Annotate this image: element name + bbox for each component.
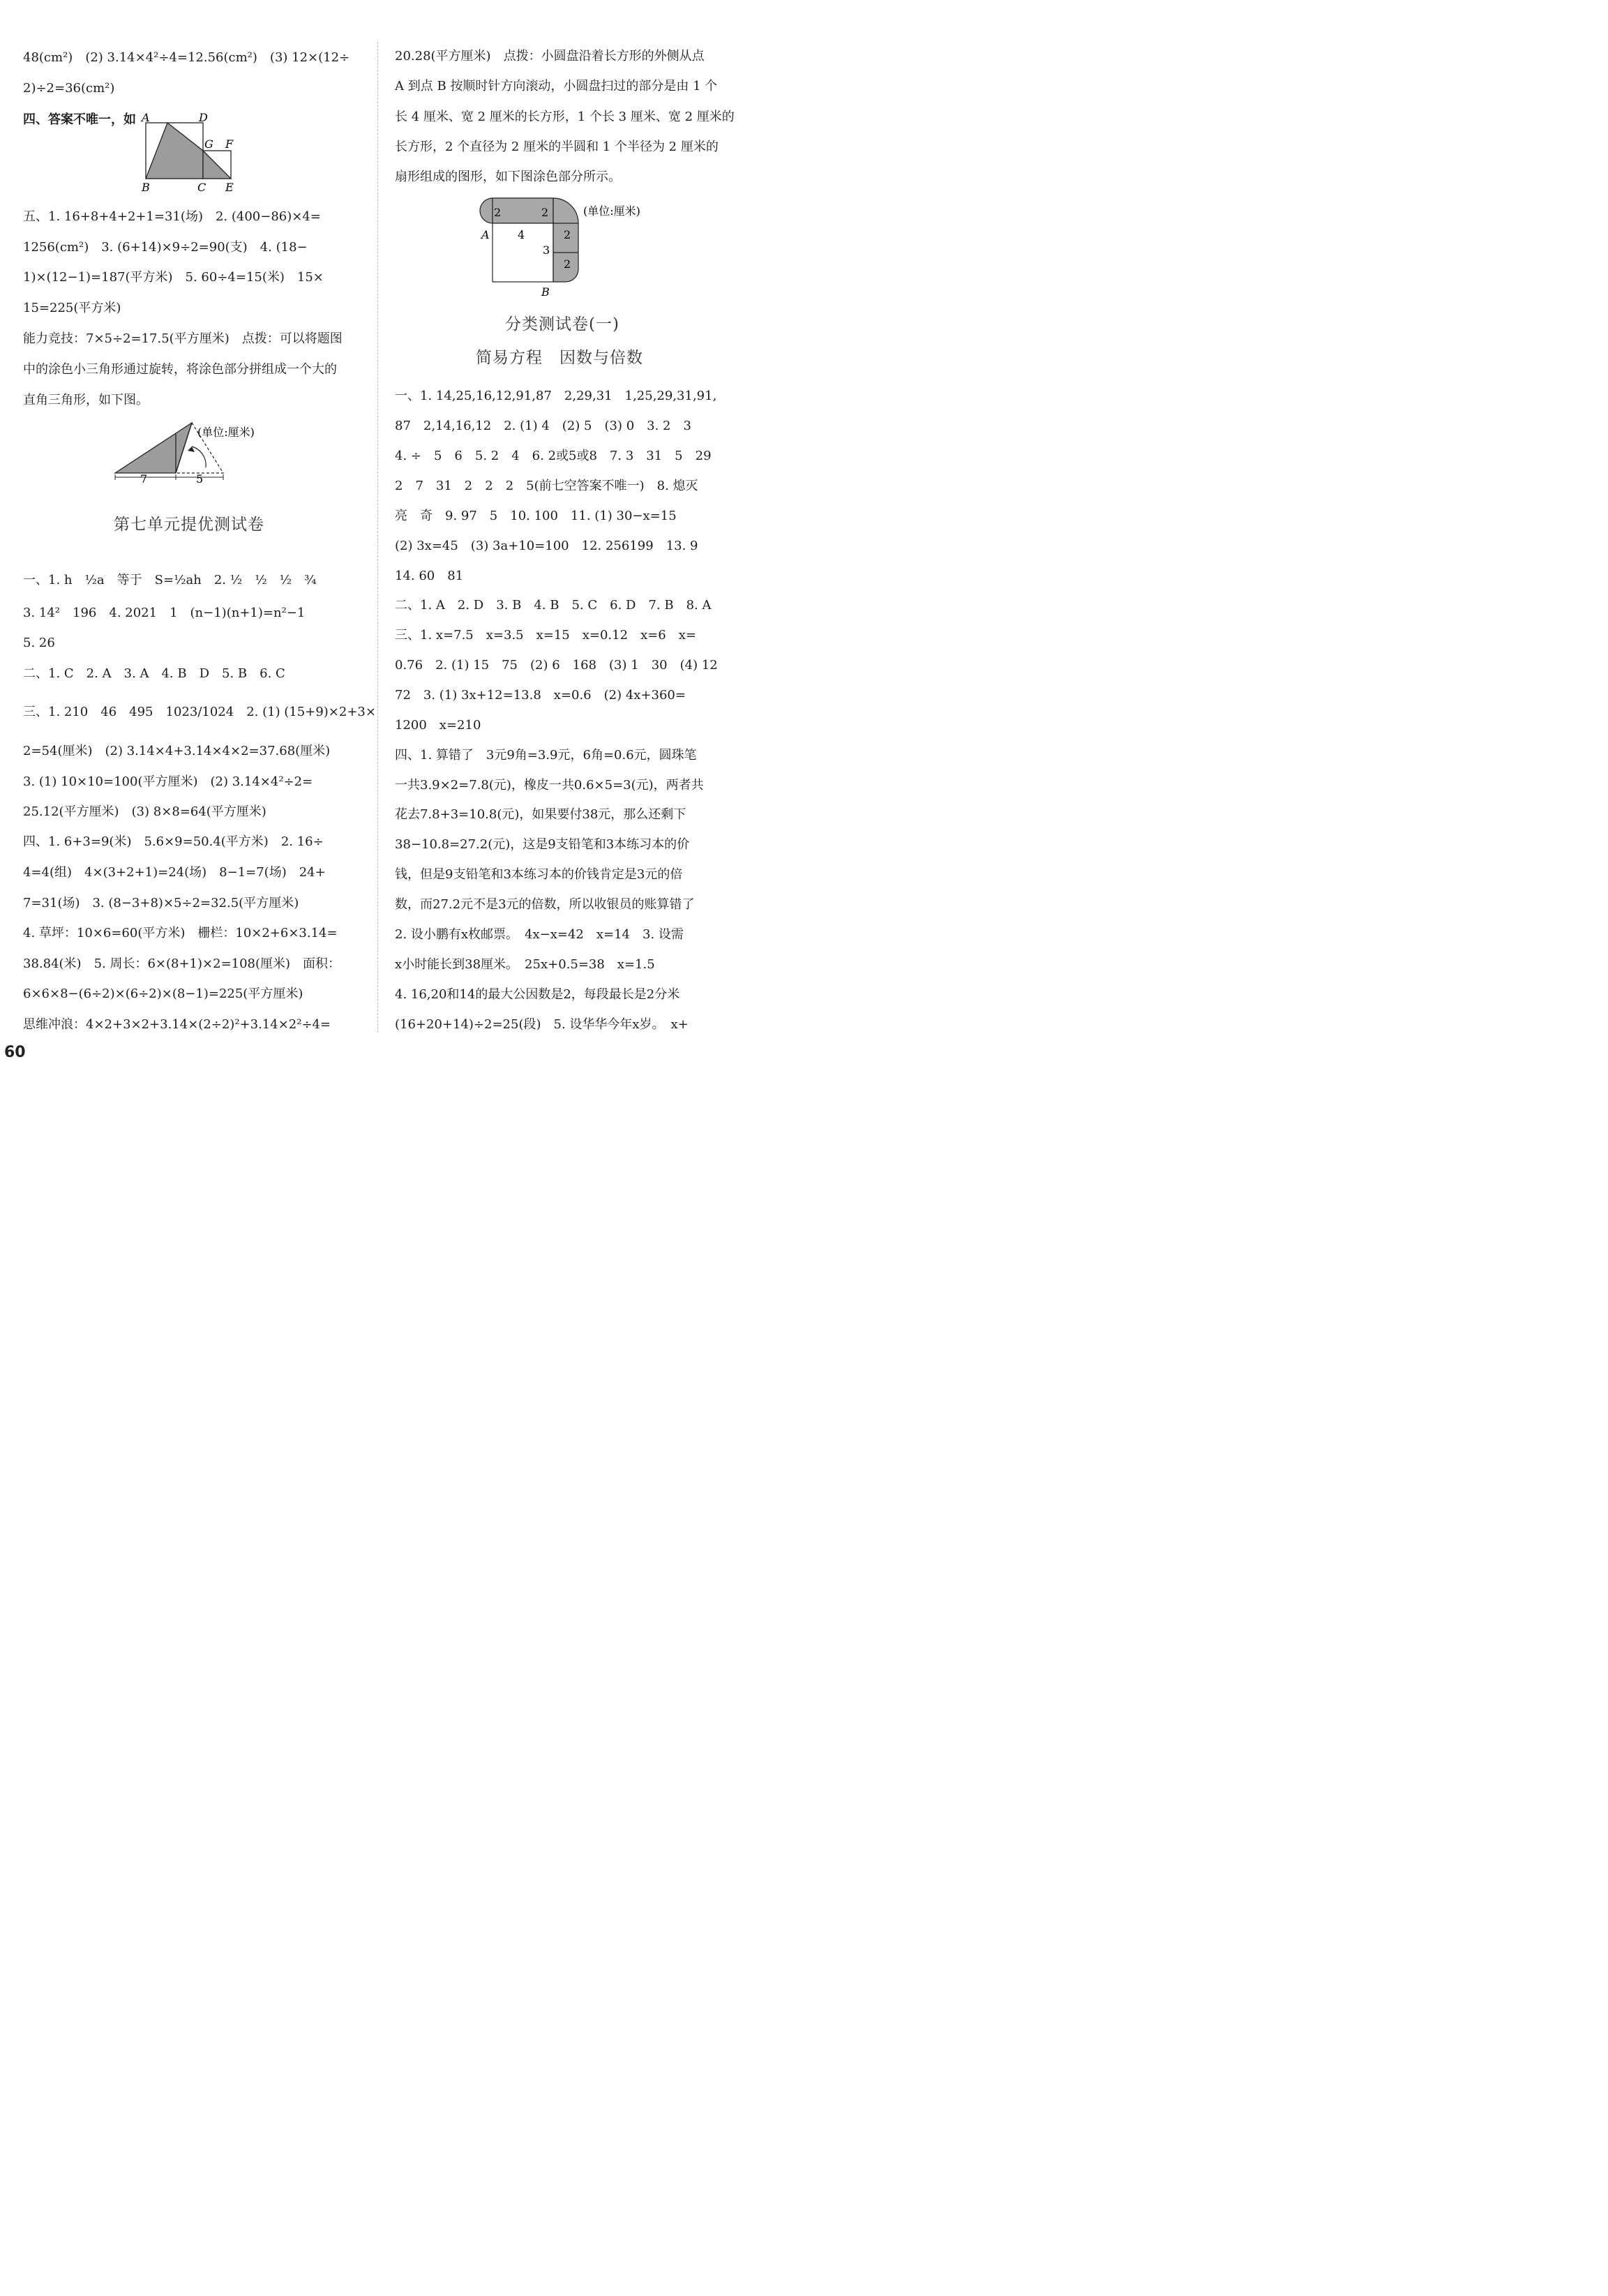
text-line: 能力竞技：7×5÷2=17.5(平方厘米) 点拨：可以将题图 (23, 331, 343, 346)
text-line: 花去7.8+3=10.8(元)，如果要付38元，那么还剩下 (395, 807, 686, 822)
text-line: 亮 奇 9. 97 5 10. 100 11. (1) 30−x=15 (395, 509, 677, 523)
dim-left: 7 (140, 472, 148, 486)
text-line: 长方形，2 个直径为 2 厘米的半圆和 1 个半径为 2 厘米的 (395, 140, 719, 154)
text-line: 中的涂色小三角形通过旋转，将涂色部分拼组成一个大的 (23, 362, 337, 377)
text-line: 四、1. 6+3=9(米) 5.6×9=50.4(平方米) 2. 16÷ (23, 834, 324, 849)
text-line: 五、1. 16+8+4+2+1=31(场) 2. (400−86)×4= (23, 209, 321, 224)
text-line: 38.84(米) 5. 周长：6×(8+1)×2=108(厘米) 面积： (23, 956, 341, 971)
label-f: F (225, 137, 234, 151)
point-a: A (481, 228, 490, 241)
unit-label: (单位:厘米) (197, 426, 255, 439)
test-subtitle: 简易方程 因数与倍数 (476, 349, 643, 367)
disc-label: 4 (518, 228, 525, 241)
text-line: 2. 设小鹏有x枚邮票。 4x−x=42 x=14 3. 设需 (395, 927, 684, 942)
text-line: (2) 3x=45 (3) 3a+10=100 12. 256199 13. 9 (395, 539, 698, 553)
text-line: 14. 60 81 (395, 569, 464, 583)
text-line: 20.28(平方厘米) 点拨：小圆盘沿着长方形的外侧从点 (395, 49, 705, 63)
text-line: 一、1. 14,25,16,12,91,87 2,29,31 1,25,29,31,91, (395, 389, 717, 403)
text-line: 2 7 31 2 2 2 5(前七空答案不唯一) 8. 熄灭 (395, 479, 698, 493)
text-line: 6×6×8−(6÷2)×(6÷2)×(8−1)=225(平方厘米) (23, 986, 303, 1001)
disc-label: 2 (564, 228, 571, 241)
disc-label: 3 (543, 243, 550, 257)
text-line: 思维冲浪：4×2+3×2+3.14×(2÷2)²+3.14×2²÷4= (23, 1017, 331, 1032)
text-line: 87 2,14,16,12 2. (1) 4 (2) 5 (3) 0 3. 2 3 (395, 419, 691, 433)
text-line: 扇形组成的图形，如下图涂色部分所示。 (395, 170, 621, 184)
text-line: x小时能长到38厘米。 25x+0.5=38 x=1.5 (395, 957, 655, 972)
column-divider (377, 42, 378, 1033)
text-line: 1)×(12−1)=187(平方米) 5. 60÷4=15(米) 15× (23, 270, 324, 285)
label-g: G (204, 137, 213, 151)
figure-abcdefg (136, 110, 241, 197)
label-c: C (197, 181, 206, 194)
text-line: 直角三角形，如下图。 (23, 393, 149, 407)
label-d: D (199, 111, 208, 124)
text-line: 1200 x=210 (395, 718, 481, 733)
disc-label: 2 (541, 206, 549, 219)
disc-label: 2 (494, 206, 502, 219)
text-line: 4. 草坪：10×6=60(平方米) 栅栏：10×2+6×3.14= (23, 926, 338, 940)
text-line: 38−10.8=27.2(元)，这是9支铅笔和3本练习本的价 (395, 837, 690, 852)
text-line: 数，而27.2元不是3元的倍数，所以收银员的账算错了 (395, 897, 695, 912)
text-line: 三、1. x=7.5 x=3.5 x=15 x=0.12 x=6 x= (395, 628, 696, 643)
disc-label: 2 (564, 257, 571, 271)
text-line: 钱，但是9支铅笔和3本练习本的价钱肯定是3元的倍 (395, 867, 683, 882)
label-b: B (142, 181, 150, 194)
text-line: 2)÷2=36(cm²) (23, 81, 115, 96)
text-line: 0.76 2. (1) 15 75 (2) 6 168 (3) 1 30 (4) 12 (395, 658, 718, 673)
text-line: 3. (1) 10×10=100(平方厘米) (2) 3.14×4²÷2= (23, 774, 313, 789)
page-number: 60 (4, 1044, 26, 1061)
figure-rolling-disc (473, 194, 675, 306)
text-line: 25.12(平方厘米) (3) 8×8=64(平方厘米) (23, 804, 266, 819)
text-line: 7=31(场) 3. (8−3+8)×5÷2=32.5(平方厘米) (23, 896, 299, 910)
text-line: 4. 16,20和14的最大公因数是2，每段最长是2分米 (395, 987, 680, 1002)
figure-triangle-rotation (108, 419, 290, 488)
unit7-title: 第七单元提优测试卷 (114, 516, 264, 534)
text-line: 5. 26 (23, 636, 55, 650)
label-a: A (142, 111, 150, 124)
dim-right: 5 (196, 472, 204, 486)
text-line: 二、1. A 2. D 3. B 4. B 5. C 6. D 7. B 8. A (395, 598, 712, 613)
text-line: 1256(cm²) 3. (6+14)×9÷2=90(支) 4. (18− (23, 240, 308, 255)
text-line: 长 4 厘米、宽 2 厘米的长方形，1 个长 3 厘米、宽 2 厘米的 (395, 110, 735, 124)
section-four-heading: 四、答案不唯一，如 (23, 112, 136, 127)
text-line: 二、1. C 2. A 3. A 4. B D 5. B 6. C (23, 666, 285, 681)
text-line: 72 3. (1) 3x+12=13.8 x=0.6 (2) 4x+360= (395, 688, 686, 703)
text-line: 四、1. 算错了 3元9角=3.9元，6角=0.6元，圆珠笔 (395, 748, 697, 763)
text-line: 一共3.9×2=7.8(元)，橡皮一共0.6×5=3(元)，两者共 (395, 778, 704, 793)
text-line: 4. ÷ 5 6 5. 2 4 6. 2或5或8 7. 3 31 5 29 (395, 449, 712, 463)
text-line: 三、1. 210 46 495 1023/1024 2. (1) (15+9)×2+3× (23, 705, 376, 719)
text-line: (16+20+14)÷2=25(段) 5. 设华华今年x岁。 x+ (395, 1017, 689, 1032)
text-line: 一、1. h ½a 等于 S=½ah 2. ½ ½ ½ ¾ (23, 573, 317, 587)
text-line: 2=54(厘米) (2) 3.14×4+3.14×4×2=37.68(厘米) (23, 744, 331, 758)
test-title: 分类测试卷(一) (505, 315, 619, 333)
text-line: 4=4(组) 4×(3+2+1)=24(场) 8−1=7(场) 24+ (23, 865, 326, 880)
text-line: 15=225(平方米) (23, 301, 121, 315)
unit-label: (单位:厘米) (583, 204, 640, 218)
point-b: B (541, 285, 550, 299)
label-e: E (225, 181, 234, 194)
text-line: 3. 14² 196 4. 2021 1 (n−1)(n+1)=n²−1 (23, 606, 306, 620)
text-line: A 到点 B 按顺时针方向滚动，小圆盘扫过的部分是由 1 个 (395, 79, 718, 93)
text-line: 48(cm²) (2) 3.14×4²÷4=12.56(cm²) (3) 12×(12÷ (23, 50, 350, 65)
